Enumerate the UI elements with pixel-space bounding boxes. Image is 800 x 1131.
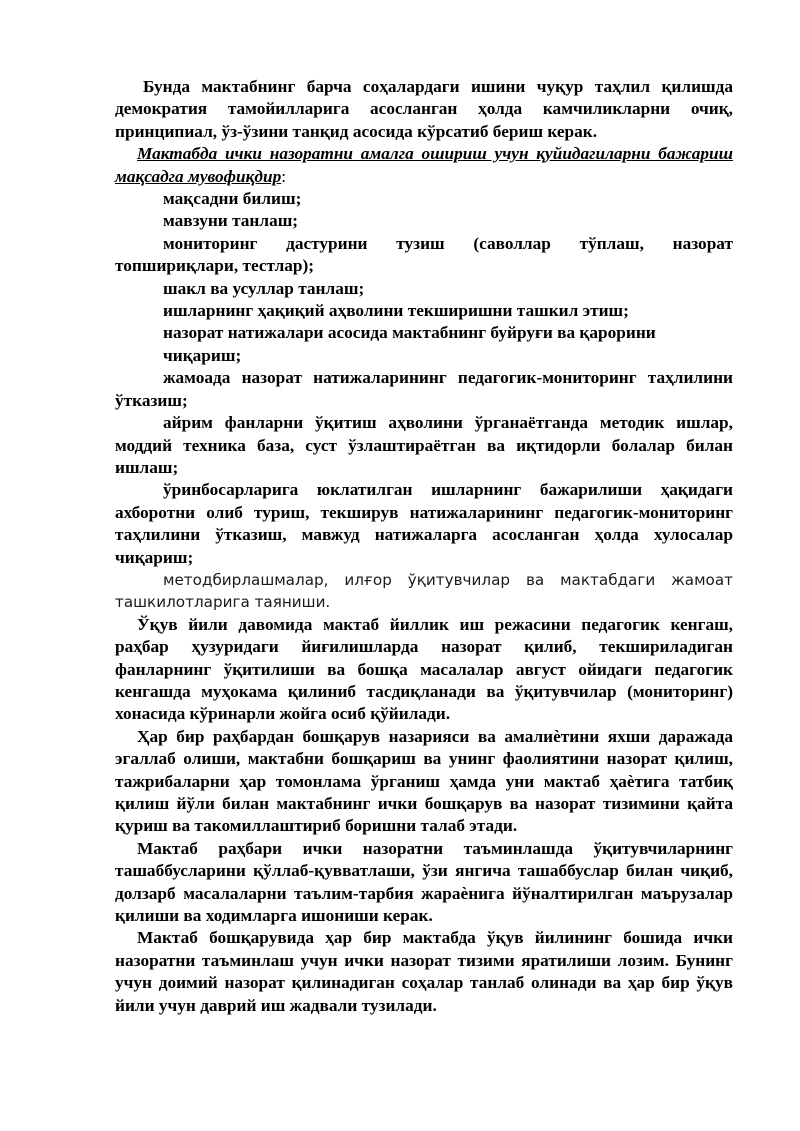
lead-paragraph bbox=[115, 143, 733, 188]
body-paragraph-3: Мактаб раҳбари ички назоратни таъминлашда ўқитувчиларнинг ташаббусларини қўллаб-қувватлаши, ўзи янгича ташаббуслар билан чиқиб, долзарб масалаларни таълим-тарбия жараѐнига йўналтирилган маърузалар қилиши ва ходимларга ишониши керак. bbox=[115, 838, 733, 926]
intro-paragraph: Бунда мактабнинг барча соҳалардаги ишини чуқур таҳлил қилишда демократия тамойилларига асосланган ҳолда камчиликларни очиқ, принципиал, ўз-ўзини танқид асосида кўрсатиб бериш керак. bbox=[115, 77, 733, 141]
list-item: шакл ва усуллар танлаш; bbox=[163, 278, 365, 298]
body-paragraph-1: Ўқув йили давомида мактаб йиллик иш режасини педагогик кенгаш, раҳбар ҳузуридаги йиғилишларда назорат қилиб, текшириладиган фанларнинг ўқитилиши ва бошқа масалалар август ойидаги педагогик кенгашда муҳокама қилиниб тасдиқланади ва ўқитувчилар (мониторинг) хонасида кўринарли жойга осиб қўйилади. bbox=[115, 614, 733, 724]
lead-emphasis: Мактабда ички назоратни амалга ошириш учун қуйидагиларни бажариш мақсадга мувофиқдир bbox=[115, 144, 733, 186]
list-item: ишларнинг ҳақиқий аҳволини текширишни ташкил этиш; bbox=[163, 301, 629, 321]
list-item: жамоада назорат натижаларининг педагогик-мониторинг таҳлилини ўтказиш; bbox=[115, 368, 733, 410]
document-page bbox=[115, 76, 733, 1017]
list-item: назорат натижалари асосида мактабнинг буйруғи ва қарорини чиқариш; bbox=[163, 323, 656, 365]
body-paragraph-4: Мактаб бошқарувида ҳар бир мактабда ўқув йилининг бошида ички назоратни таъминлаш учун ички назорат тизими яратилиши лозим. Бунинг учун доимий назорат қилинадиган соҳалар танлаб олинади ва ҳар бир ўқув йили учун даврий иш жадвали тузилади. bbox=[115, 928, 733, 1015]
lead-colon: : bbox=[281, 166, 287, 186]
list-item: методбирлашмалар, илғор ўқитувчилар ва мактабдаги жамоат ташкилотларига таяниши. bbox=[115, 570, 733, 612]
list-item: ўринбосарларига юклатилган ишларнинг бажарилиши ҳақидаги ахборотни олиб туриш, текширув натижаларининг педагогик-мониторинг таҳлилини ўтказиш, мавжуд натижаларга асосланган ҳолда хулосалар чиқариш; bbox=[115, 480, 733, 567]
list-item: айрим фанларни ўқитиш аҳволини ўрганаётганда методик ишлар, моддий техника база, суст ўзлаштираётган ва иқтидорли болалар билан ишлаш; bbox=[115, 413, 733, 477]
body-paragraph-2: Ҳар бир раҳбардан бошқарув назарияси ва амалиѐтини яхши даражада эгаллаб олиши, мактабни бошқариш ва унинг фаолиятини назорат қилиш, тажрибаларни ҳар томонлама ўрганиш ҳамда уни мактаб ҳаѐтига татбиқ қилиш йўли билан мактабнинг ички бошқарув ва назорат тизимини қайта қуриш ва такомиллаштириб боришни талаб этади. bbox=[115, 726, 733, 836]
list-item: мониторинг дастурини тузиш (саволлар тўплаш, назорат топшириқлари, тестлар); bbox=[115, 233, 733, 276]
list-item: мавзуни танлаш; bbox=[163, 211, 299, 231]
list-item: мақсадни билиш; bbox=[163, 189, 302, 209]
